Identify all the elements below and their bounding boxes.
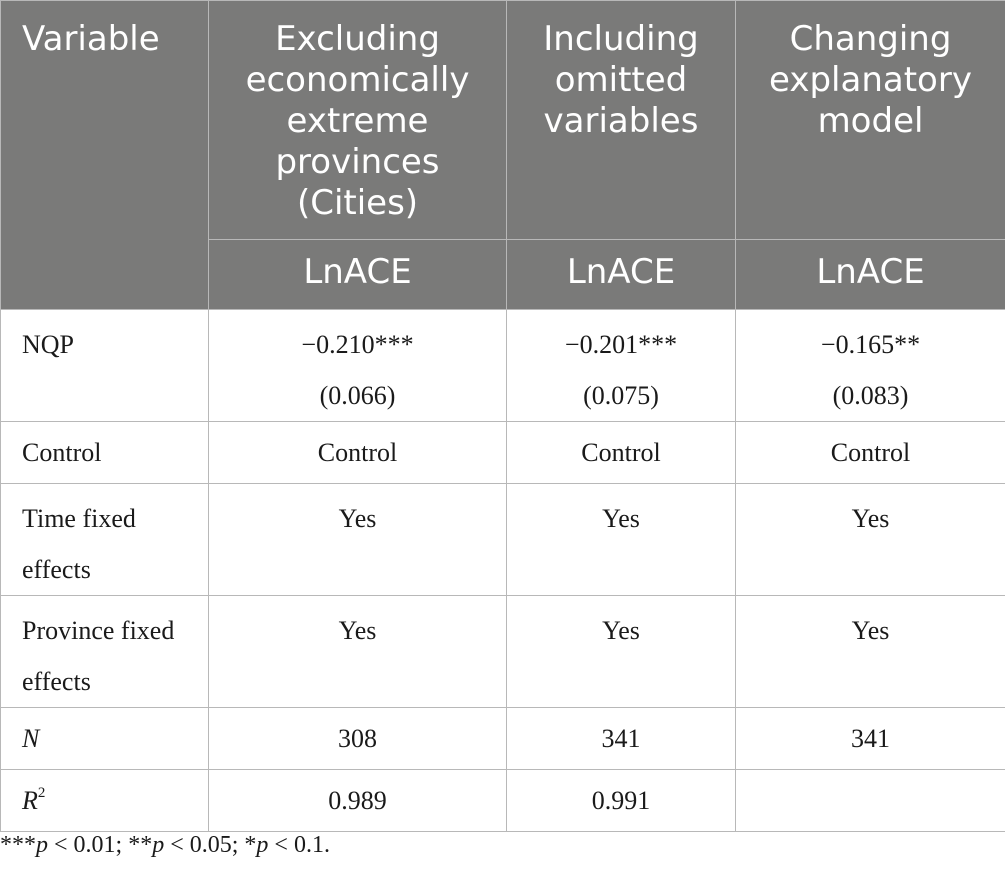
table-row-time-fe: [1, 484, 1005, 596]
nqp-col3-se: (0.083): [832, 381, 909, 410]
time-fe-col3: Yes: [736, 484, 1005, 596]
province-fe-label-line2: effects: [22, 667, 91, 696]
table-row-n: [1, 708, 1005, 770]
nqp-col2-se: (0.075): [583, 381, 659, 410]
nqp-col3-coef: −0.165**: [820, 330, 921, 359]
table-row-control: [1, 422, 1005, 484]
r2-label-superscript: 2: [37, 785, 46, 801]
time-fe-label-line1: Time fixed: [22, 504, 136, 533]
fn-rest-3: < 0.1.: [268, 832, 330, 858]
r2-col1: 0.989: [209, 770, 507, 832]
time-fe-col2: Yes: [507, 484, 736, 596]
fn-rest-1: < 0.01;: [48, 832, 129, 858]
fn-stars-2: **: [128, 832, 153, 858]
significance-footnote: [0, 832, 330, 859]
control-col2: Control: [507, 422, 736, 484]
nqp-col1-se: (0.066): [319, 381, 396, 410]
nqp-col2-coef: −0.201***: [564, 330, 678, 359]
fn-rest-2: < 0.05;: [164, 832, 245, 858]
header-row: [1, 1, 1005, 240]
table-row-nqp: [1, 310, 1005, 422]
table-row-province-fe: [1, 596, 1005, 708]
n-col3: 341: [736, 708, 1005, 770]
control-col1: Control: [209, 422, 507, 484]
province-fe-col2: Yes: [507, 596, 736, 708]
r2-col3: [736, 770, 1005, 832]
col2-subheader: LnACE: [507, 240, 736, 310]
nqp-col1-coef: −0.210***: [301, 330, 414, 359]
col1-subheader: LnACE: [209, 240, 507, 310]
fn-p-3: p: [256, 832, 269, 858]
r2-col2: 0.991: [507, 770, 736, 832]
nqp-col3-cell: [736, 310, 1005, 422]
time-fe-col1: Yes: [209, 484, 507, 596]
row-label-time-fe: [1, 484, 209, 596]
variable-header: Variable: [1, 1, 209, 310]
province-fe-label-line1: Province fixed: [22, 616, 175, 645]
nqp-col1-cell: [209, 310, 507, 422]
nqp-col2-cell: [507, 310, 736, 422]
fn-stars-1: ***: [0, 832, 36, 858]
row-label-nqp: NQP: [1, 310, 209, 422]
fn-p-1: p: [36, 832, 48, 858]
col1-header: Excluding economically extreme provinces (Cities): [209, 1, 507, 240]
col3-subheader: LnACE: [736, 240, 1005, 310]
control-col3: Control: [736, 422, 1005, 484]
n-col2: 341: [507, 708, 736, 770]
table-row-r2: [1, 770, 1005, 832]
col2-header: Including omitted variables: [507, 1, 736, 240]
row-label-province-fe: [1, 596, 209, 708]
n-col1: 308: [209, 708, 507, 770]
time-fe-label-line2: effects: [22, 555, 91, 584]
row-label-control: Control: [1, 422, 209, 484]
col3-header: Changing explanatory model: [736, 1, 1005, 240]
province-fe-col1: Yes: [209, 596, 507, 708]
fn-p-2: p: [152, 832, 165, 858]
row-label-r2: [1, 770, 209, 832]
fn-stars-3: *: [244, 832, 257, 858]
row-label-n: N: [1, 708, 209, 770]
r2-label-base: R: [22, 786, 38, 815]
province-fe-col3: Yes: [736, 596, 1005, 708]
